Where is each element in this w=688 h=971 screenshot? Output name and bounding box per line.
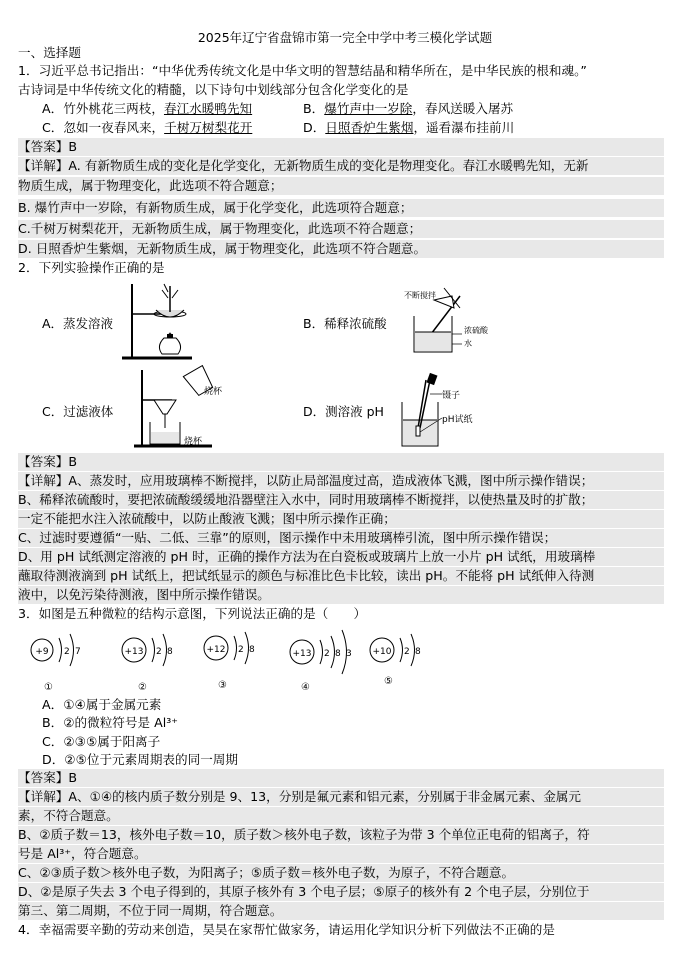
particle-4-number: ④: [301, 682, 310, 692]
q2-option-a: A．蒸发溶液: [42, 316, 114, 331]
q2-option-c: C．过滤液体: [42, 404, 114, 419]
fig-b-label-stir: 不断搅拌: [404, 291, 436, 300]
q1-option-c-text: C．忽如一夜春风来，: [42, 120, 165, 135]
particle-2-shell-2: 8: [167, 647, 173, 657]
fig-b-label-water: 水: [464, 339, 472, 348]
particle-3-number: ③: [218, 680, 227, 691]
q1-stem-line2: 古诗词是中华传统文化的精髓，以下诗句中划线部分包含化学变化的是: [18, 82, 409, 97]
particle-4-shell-2: 8: [335, 649, 341, 659]
particle-3-shell-2: 8: [249, 645, 255, 655]
q1-explanation-1: 【详解】A. 有新物质生成的变化是化学变化，无新物质生成的变化是物理变化。春江水暖鸭先知，无新: [18, 157, 664, 175]
particle-5-shell-1: 2: [404, 647, 410, 657]
particle-4-shell-3: 3: [346, 649, 352, 659]
q3-explanation-4: 号是 Al³⁺，符合题意。: [18, 845, 664, 863]
q1-option-a: [42, 100, 252, 118]
q3-explanation-5: C、②③质子数＞核外电子数，为阳离子；⑤质子数＝核外电子数，为原子，不符合题意。: [18, 864, 664, 882]
particle-1-shell-1: 2: [64, 647, 70, 657]
q1-option-b: [303, 100, 513, 118]
particle-1-shell-2: 7: [75, 647, 81, 657]
q3-option-a: A．①④属于金属元素: [42, 697, 162, 712]
q2-option-b: B．稀释浓硫酸: [303, 316, 387, 331]
particle-2: [122, 634, 173, 692]
q3-explanation-2: 素，不符合题意。: [18, 807, 664, 825]
particle-3: [204, 632, 255, 691]
q3-option-b: B．②的微粒符号是 Al³⁺: [42, 715, 178, 730]
q1-option-a-text: A．竹外桃花三两枝，: [42, 101, 164, 116]
q1-option-a-underlined: 春江水暖鸭先知: [163, 101, 253, 116]
q1-option-c: [42, 119, 252, 137]
q3-option-c: C．②③⑤属于阳离子: [42, 734, 161, 749]
q2-explanation-2: B、稀释浓硫酸时，要把浓硫酸缓缓地沿器壁注入水中，同时用玻璃棒不断搅拌，以使热量及时的扩散；: [18, 491, 664, 509]
fig-c-label-beaker-top: 烧杯: [204, 387, 223, 397]
q3-option-d: D．②⑤位于元素周期表的同一周期: [42, 752, 238, 767]
q1-explanation-3: B. 爆竹声中一岁除，有新物质生成，属于化学变化，此选项符合题意；: [18, 199, 664, 217]
q3-explanation-7: 第三、第二周期，不位于同一周期，符合题意。: [18, 902, 664, 920]
q1-option-d-letter: D．: [303, 120, 326, 135]
q2-stem: 2．下列实验操作正确的是: [18, 260, 165, 275]
fig-b-label-acid: 浓硫酸: [464, 326, 488, 335]
particle-1: [31, 634, 81, 692]
q1-option-d: [303, 119, 514, 137]
q2-option-d: D．测溶液 pH: [303, 404, 384, 419]
q1-stem-line1: 1．习近平总书记指出：“中华优秀传统文化是中华文明的智慧结晶和精华所在，是中华民族的根和魂。”: [18, 63, 587, 78]
q1-answer: 【答案】B: [18, 138, 664, 156]
q2-explanation-1: 【详解】A、蒸发时，应用玻璃棒不断搅拌，以防止局部温度过高，造成液体飞溅，图中所示操作错误；: [18, 472, 664, 490]
evaporation-apparatus-figure: [118, 276, 198, 362]
fig-d-label-ph-paper: pH试纸: [442, 415, 473, 425]
q1-option-b-letter: B．: [303, 101, 325, 116]
q1-option-b-text: ，春风送暖入屠苏: [412, 101, 514, 116]
particle-3-shell-1: 2: [238, 645, 244, 655]
q2-explanation-3: 一定不能把水注入浓硫酸中，以防止酸液飞溅；图中所示操作正确；: [18, 510, 664, 528]
q2-answer: 【答案】B: [18, 453, 664, 471]
q2-explanation-4: C、过滤时要遵循“一贴、二低、三靠”的原则，图示操作中未用玻璃棒引流，图中所示操作错误；: [18, 529, 664, 547]
particle-structure-diagrams: [22, 622, 442, 692]
q2-explanation-5: D、用 pH 试纸测定溶液的 pH 时，正确的操作方法为在白瓷板或玻璃片上放一小片 pH 试纸，用玻璃棒: [18, 548, 664, 566]
q4-stem: 4．幸福需要辛勤的劳动来创造，昊昊在家帮忙做家务，请运用化学知识分析下列做法不正确的是: [18, 922, 555, 937]
q3-explanation-3: B、②质子数＝13，核外电子数＝10，质子数＞核外电子数，该粒子为带 3 个单位正电荷的铝离子，符: [18, 826, 664, 844]
q3-answer: 【答案】B: [18, 769, 664, 787]
fig-d-label-tweezers: 镊子: [442, 391, 461, 401]
particle-4-shell-1: 2: [324, 649, 330, 659]
q1-option-b-underlined: 爆竹声中一岁除: [324, 101, 413, 116]
page-title: 2025年辽宁省盘锦市第一完全中学中考三模化学试题: [197, 30, 493, 45]
particle-5-shell-2: 8: [415, 647, 421, 657]
q1-explanation-5: D. 日照香炉生紫烟，无新物质生成，属于物理变化，此选项不符合题意。: [18, 240, 664, 258]
q3-explanation-1: 【详解】A、①④的核内质子数分别是 9、13，分别是氟元素和铝元素，分别属于非金属元素、金属元: [18, 788, 664, 806]
q1-option-d-underlined: 日照香炉生紫烟: [325, 120, 414, 135]
particle-2-shell-1: 2: [156, 647, 162, 657]
q2-explanation-6: 蘸取待测液滴到 pH 试纸上，把试纸显示的颜色与标准比色卡比较，读出 pH。不能将 pH 试纸伸入待测: [18, 567, 664, 585]
q1-explanation-4: C.千树万树梨花开，无新物质生成，属于物理变化，此选项不符合题意；: [18, 220, 664, 238]
q3-explanation-6: D、②是原子失去 3 个电子得到的，其原子核外有 3 个电子层；⑤原子的核外有 2 个电子层，分别位于: [18, 883, 664, 901]
filtration-figure: [132, 364, 232, 450]
particle-5-number: ⑤: [384, 676, 393, 687]
particle-3-nucleus: +12: [206, 645, 226, 655]
particle-2-number: ②: [138, 682, 147, 692]
particle-4: [290, 630, 352, 692]
q2-explanation-7: 液中，以免污染待测液，图中所示操作错误。: [18, 586, 664, 604]
q1-option-c-underlined: 千树万树梨花开: [164, 120, 253, 135]
particle-5: [370, 634, 421, 687]
q3-stem: 3．如图是五种微粒的结构示意图，下列说法正确的是（ ）: [18, 606, 367, 621]
particle-4-nucleus: +13: [292, 649, 312, 659]
q1-option-d-text: ，遥看瀑布挂前川: [413, 120, 515, 135]
particle-1-nucleus: +9: [35, 647, 49, 657]
fig-c-label-beaker-bottom: 烧杯: [184, 437, 203, 447]
particle-1-number: ①: [44, 682, 53, 692]
q1-explanation-2: 物质生成，属于物理变化，此选项不符合题意；: [18, 177, 664, 195]
section-heading: 一、选择题: [18, 45, 81, 60]
particle-2-nucleus: +13: [124, 647, 144, 657]
particle-5-nucleus: +10: [372, 647, 392, 657]
